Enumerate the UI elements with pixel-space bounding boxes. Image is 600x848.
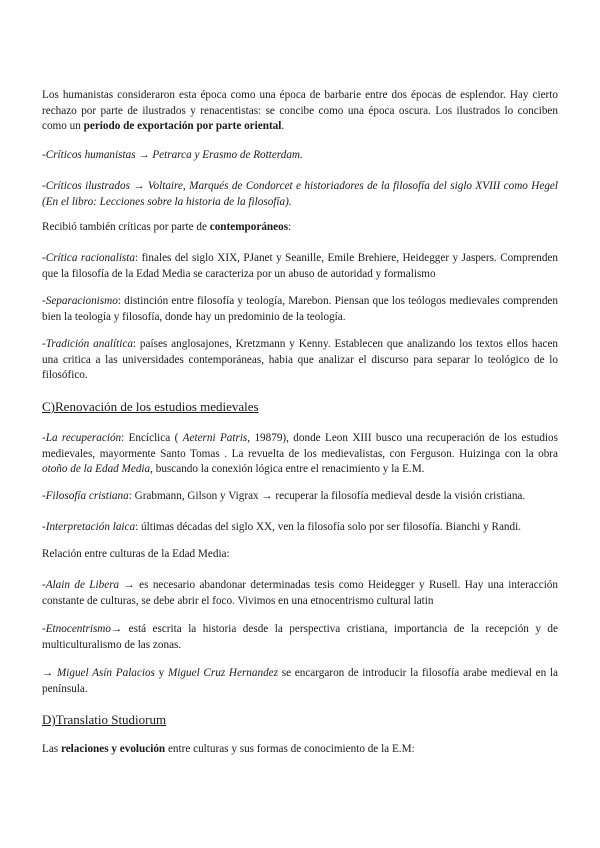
separacionismo-text: : distinción entre filosofía y teología, Marebon. Piensan que los teólogos medievales comprenden bien la teología y filosofía, donde hay un predominio de la teología. — [42, 295, 558, 323]
interpretacion-laica-label: -Interpretación laica — [42, 521, 136, 533]
translatio-text: Las — [42, 743, 61, 755]
filosofia-cristiana — [42, 489, 558, 505]
tradicion-analitica-label: -Tradición analítica — [42, 338, 133, 350]
etnocentrismo-label: -Etnocentrismo — [42, 623, 111, 635]
translatio-paragraph — [42, 742, 558, 758]
intro-bold: periodo de exportación por parte oriental — [83, 120, 282, 133]
contemporaneos-bold: contemporáneos — [209, 221, 289, 233]
etnocentrismo — [42, 622, 558, 653]
asin-palacios — [42, 666, 558, 697]
alain-de-libera-text: → es necesario abandonar determinadas tesis como Heidegger y Rusell. Hay una interacción constante de culturas, se debe abrir el foco. Vivimos en una etnocentrismo cultural latin — [42, 579, 558, 607]
criticos-humanistas — [42, 148, 558, 164]
la-recuperacion-text-3: , buscando la conexión lógica entre el renacimiento y la E.M. — [150, 463, 425, 476]
alain-de-libera-label: -Alain de Libera — [42, 579, 120, 591]
contemporaneos-text: Recibió también críticas por parte de — [42, 221, 210, 233]
translatio-bold: relaciones y evolución — [60, 743, 166, 755]
contemporaneos-end: : — [288, 221, 292, 233]
la-recuperacion — [42, 431, 558, 478]
translatio-end: entre culturas y sus formas de conocimiento de la E.M: — [165, 743, 415, 755]
interpretacion-laica-text: : últimas décadas del siglo XX, ven la filosofía solo por ser filosofía. Bianchi y Randi. — [135, 521, 522, 533]
alain-de-libera — [42, 578, 558, 609]
critica-racionalista-text: : finales del siglo XIX, PJanet y Seanille, Emile Brehiere, Heidegger y Jaspers. Comprenden que la filosofía de la Edad Media se caracteriza por un abuso de autoridad y formalismo — [42, 252, 559, 280]
tradicion-analitica-text: : países anglosajones, Kretzmann y Kenny. Establecen que analizando los textos ellos hacen una critica a las universidades contemporáneas, habia que analizar el discurso para separar lo teológico de lo filosófico. — [42, 338, 559, 382]
criticos-ilustrados — [42, 179, 558, 210]
arrow: → — [42, 667, 57, 679]
intro-paragraph — [42, 88, 558, 135]
criticos-ilustrados-text: -Críticos ilustrados → Voltaire, Marqués de Condorcet e historiadores de la filosofía del siglo XVIII como Hegel (En el libro: Lecciones sobre la historia de la filosofía). — [42, 180, 558, 208]
interpretacion-laica — [42, 520, 558, 536]
cruz-hernandez-name: Miguel Cruz Hernandez — [167, 667, 278, 679]
criticos-humanistas-text: -Críticos humanistas → Petrarca y Erasmo de Rotterdam. — [42, 149, 303, 161]
intro-end: . — [281, 120, 285, 133]
asin-palacios-name: Miguel Asín Palacios — [56, 667, 155, 679]
tradicion-analitica — [42, 337, 558, 384]
separacionismo — [42, 294, 558, 325]
filosofia-cristiana-label: -Filosofía cristiana — [42, 490, 129, 502]
section-heading-c: C)Renovación de los estudios medievales — [42, 399, 259, 414]
critica-racionalista-label: -Crítica racionalista — [42, 252, 135, 264]
contemporaneos-paragraph — [42, 220, 558, 236]
asin-palacios-text: se encargaron de introducir la filosofía arabe medieval en la península. — [42, 667, 559, 695]
la-recuperacion-text-2: , 19879), donde Leon XIII busco una recuperación de los estudios medievales, mayormente Santo Tomas . La revuelta de los medievalistas, con Ferguson. Huizinga con la obra — [42, 432, 559, 460]
critica-racionalista — [42, 251, 558, 282]
la-recuperacion-text-1: : Encíclica ( — [121, 432, 183, 444]
relacion-culturas: Relación entre culturas de la Edad Media: — [42, 548, 230, 560]
la-recuperacion-label: -La recuperación — [42, 432, 122, 444]
conjunction: y — [154, 667, 168, 679]
filosofia-cristiana-text: : Grabmann, Gilson y Vigrax → recuperar la filosofía medieval desde la visión cristiana. — [128, 490, 526, 502]
aeterni-patris: Aeterni Patris — [182, 432, 248, 444]
section-heading-d: D)Translatio Studiorum — [42, 712, 167, 727]
separacionismo-label: -Separacionismo — [42, 295, 118, 307]
otono-edad-media: otoño de la Edad Media — [42, 463, 151, 476]
intro-text: Los humanistas consideraron esta época como una época de barbarie entre dos épocas de esplendor. Hay cierto rechazo por parte de ilustrados y renacentistas: se concibe como una época oscura. Los ilustrados lo conciben como un — [42, 89, 558, 133]
etnocentrismo-text: → está escrita la historia desde la perspectiva cristiana, importancia de la recepción y de multiculturalismo de las zonas. — [42, 623, 558, 651]
